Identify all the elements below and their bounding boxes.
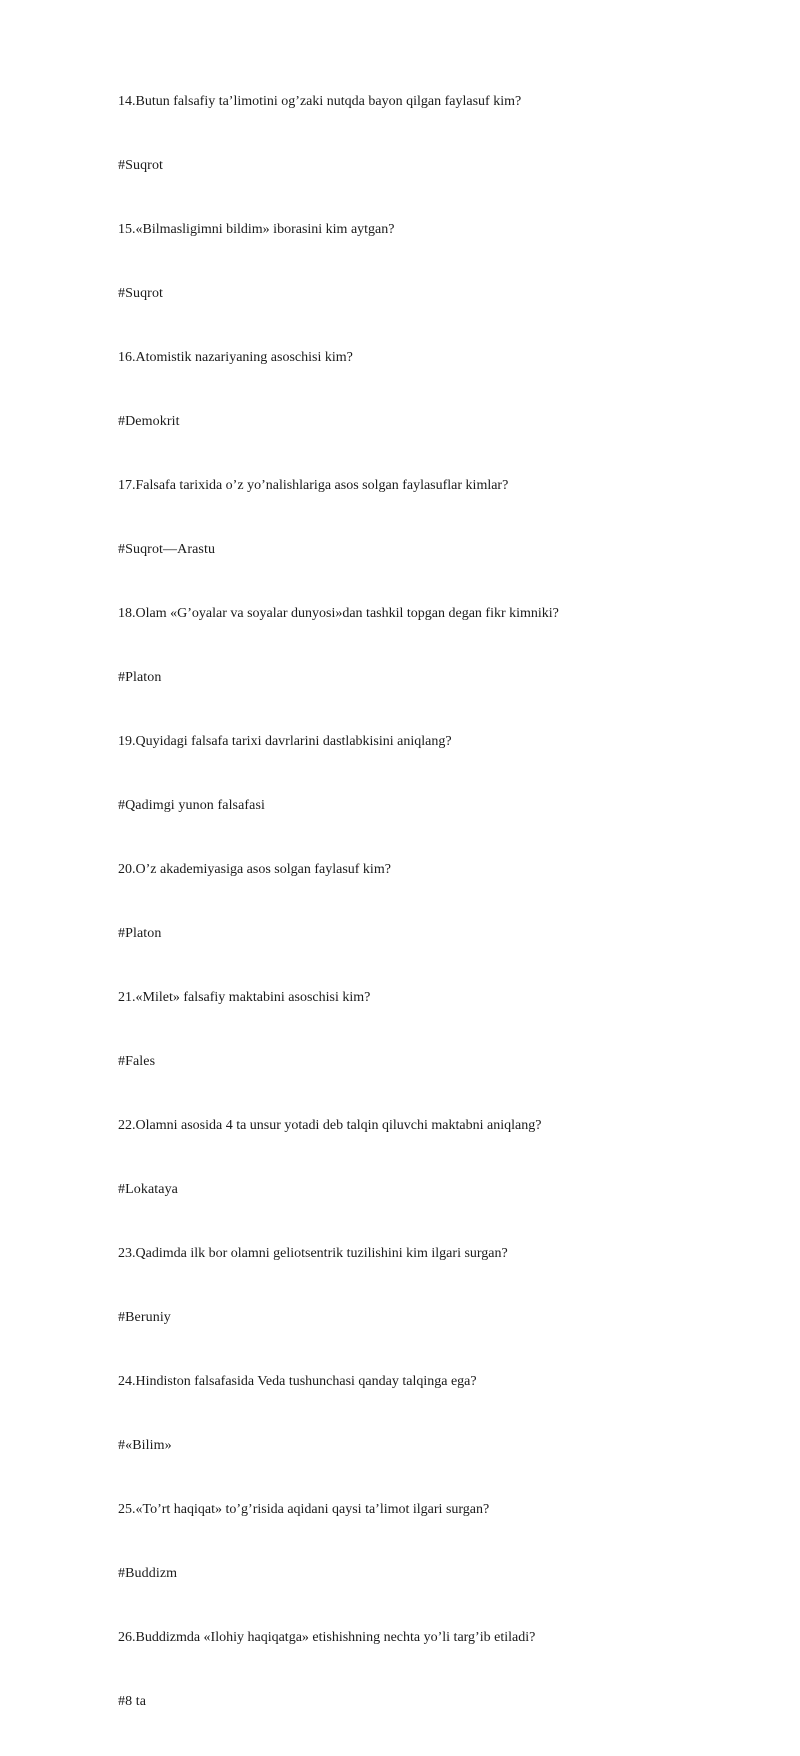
answer-text: #Beruniy (118, 1310, 171, 1325)
question-text: 17.Falsafa tarixida o’z yo’nalishlariga asos solgan faylasuflar kimlar? (118, 478, 509, 493)
answer-text: #«Bilim» (118, 1438, 172, 1453)
question-text: 16.Atomistik nazariyaning asoschisi kim? (118, 350, 353, 365)
question-text: 14.Butun falsafiy ta’limotini og’zaki nutqda bayon qilgan faylasuf kim? (118, 94, 522, 109)
qa-item-16 (118, 348, 758, 432)
qa-item-19 (118, 732, 758, 816)
qa-item-17 (118, 476, 758, 560)
question-text: 24.Hindiston falsafasida Veda tushunchasi qanday talqinga ega? (118, 1374, 477, 1389)
answer-text: #Platon (118, 670, 162, 685)
qa-item-24 (118, 1372, 758, 1456)
question-text: 18.Olam «G’oyalar va soyalar dunyosi»dan tashkil topgan degan fikr kimniki? (118, 606, 559, 621)
answer-text: #Suqrot—Arastu (118, 542, 216, 557)
answer-text: #Fales (118, 1054, 156, 1069)
question-text: 25.«To’rt haqiqat» to’g’risida aqidani qaysi ta’limot ilgari surgan? (118, 1502, 490, 1517)
answer-text: #Qadimgi yunon falsafasi (118, 798, 266, 813)
question-text: 15.«Bilmasligimni bildim» iborasini kim aytgan? (118, 222, 395, 237)
answer-text: #Suqrot (118, 158, 164, 173)
question-text: 20.O’z akademiyasiga asos solgan faylasuf kim? (118, 862, 391, 877)
qa-item-26 (118, 1628, 758, 1712)
question-text: 22.Olamni asosida 4 ta unsur yotadi deb talqin qiluvchi maktabni aniqlang? (118, 1118, 542, 1133)
qa-item-21 (118, 988, 758, 1072)
question-answer-list (118, 92, 758, 1756)
qa-item-22 (118, 1116, 758, 1200)
question-text: 21.«Milet» falsafiy maktabini asoschisi kim? (118, 990, 371, 1005)
question-text: 19.Quyidagi falsafa tarixi davrlarini dastlabkisini aniqlang? (118, 734, 452, 749)
qa-item-15 (118, 220, 758, 304)
question-text: 26.Buddizmda «Ilohiy haqiqatga» etishishning nechta yo’li targ’ib etiladi? (118, 1630, 536, 1645)
answer-text: #Lokataya (118, 1182, 178, 1197)
answer-text: #Buddizm (118, 1566, 178, 1581)
question-text: 23.Qadimda ilk bor olamni geliotsentrik tuzilishini kim ilgari surgan? (118, 1246, 508, 1261)
answer-text: #8 ta (118, 1694, 147, 1709)
qa-item-20 (118, 860, 758, 944)
answer-text: #Platon (118, 926, 162, 941)
answer-text: #Demokrit (118, 414, 180, 429)
qa-item-23 (118, 1244, 758, 1328)
qa-item-18 (118, 604, 758, 688)
answer-text: #Suqrot (118, 286, 164, 301)
qa-item-25 (118, 1500, 758, 1584)
qa-item-14 (118, 92, 758, 176)
